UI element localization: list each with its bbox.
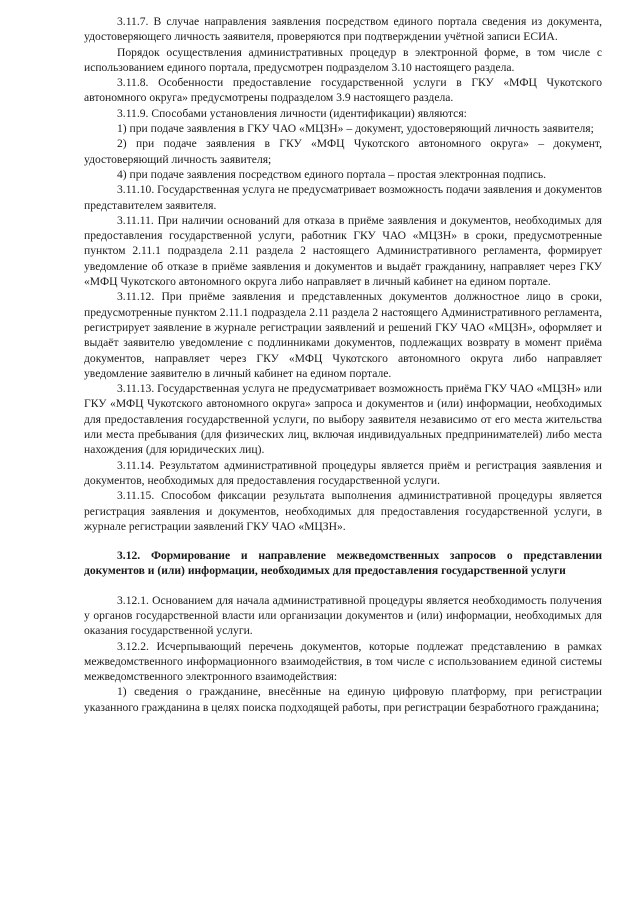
paragraph-electronic-procedures: Порядок осуществления административных процедур в электронной форме, в том числе с использованием единого портала, предусмотрен подразделом 3.10 настоящего раздела. [84, 45, 602, 74]
paragraph-3-11-8: 3.11.8. Особенности предоставление государственной услуги в ГКУ «МФЦ Чукотского автономного округа» предусмотрены подразделом 3.9 настоящего раздела. [84, 76, 602, 105]
paragraph-3-11-10: 3.11.10. Государственная услуга не предусматривает возможность подачи заявления и документов представителем заявителя. [84, 183, 602, 212]
spacer [84, 579, 602, 593]
list-item-1: 1) при подаче заявления в ГКУ ЧАО «МЦЗН» – документ, удостоверяющий личность заявителя; [117, 122, 594, 136]
paragraph-3-11-11: 3.11.11. При наличии оснований для отказа в приёме заявления и документов, необходимых для предоставления государственной услуги, работник ГКУ ЧАО «МЦЗН» в сроки, предусмотренные пунктом 2.11.1 подраздела 2.11 раздела 2 настоящего Административного регламента, формирует уведомление об отказе в приёме заявления и документов и выдаёт гражданину, направляет через ГКУ «МФЦ Чукотского автономного округа либо направляет в личный кабинет на едином портале. [84, 213, 602, 289]
spacer [84, 534, 602, 548]
paragraph-3-11-7: 3.11.7. В случае направления заявления посредством единого портала сведения из документа, удостоверяющего личность заявителя, проверяются при подтверждении учётной записи ЕСИА. [84, 15, 602, 44]
paragraph-3-11-12: 3.11.12. При приёме заявления и представленных документов должностное лицо в сроки, предусмотренные пунктом 2.11.1 подраздела 2.11 раздела 2 настоящего Административного регламента, регистрирует заявление в журнале регистрации заявлений и решений ГКУ ЧАО «МЦЗН», оформляет и выдаёт заявителю уведомление с подлинниками документов, подлежащих возврату в момент приёма документов, направляет через ГКУ «МФЦ Чукотского автономного округа либо направляет уведомление заявителю в личный кабинет на едином портале. [84, 290, 602, 380]
document-page [84, 14, 602, 715]
section-heading-3-12: 3.12. Формирование и направление межведомственных запросов о представлении документов и (или) информации, необходимых для предоставления государственной услуги [84, 549, 602, 578]
paragraph-3-11-15: 3.11.15. Способом фиксации результата выполнения административной процедуры является регистрация заявления и документов, необходимых для предоставления государственной услуги, в журнале регистрации заявлений ГКУ ЧАО «МЦЗН». [84, 489, 602, 533]
list-item-2: 2) при подаче заявления в ГКУ «МФЦ Чукотского автономного округа» – документ, удостоверяющий личность заявителя; [84, 137, 602, 166]
list-item-1-citizen-info: 1) сведения о гражданине, внесённые на единую цифровую платформу, при регистрации указанного гражданина в целях поиска подходящей работы, при регистрации безработного гражданина; [84, 685, 602, 714]
list-item-4: 4) при подаче заявления посредством единого портала – простая электронная подпись. [117, 167, 547, 181]
paragraph-3-12-1: 3.12.1. Основанием для начала административной процедуры является необходимость получения у органов государственной власти или организации документов и (или) информации, необходимых для оказания государственной услуги. [84, 593, 602, 638]
paragraph-3-12-2: 3.12.2. Исчерпывающий перечень документов, которые подлежат представлению в рамках межведомственного информационного взаимодействия, в том числе с использованием единой системы межведомственного электронного взаимодействия: [84, 639, 602, 684]
paragraph-3-11-14: 3.11.14. Результатом административной процедуры является приём и регистрация заявления и документов, необходимых для предоставления государственной услуги. [84, 458, 602, 487]
paragraph-3-11-13: 3.11.13. Государственная услуга не предусматривает возможность приёма ГКУ ЧАО «МЦЗН» или ГКУ «МФЦ Чукотского автономного округа» запроса и документов и (или) информации, необходимых для предоставления государственной услуги, по выбору заявителя независимо от его места жительства или места пребывания (для физических лиц, включая индивидуальных предпринимателей) либо места нахождения (для юридических лиц). [84, 382, 602, 457]
paragraph-3-11-9: 3.11.9. Способами установления личности (идентификации) являются: [117, 106, 467, 120]
